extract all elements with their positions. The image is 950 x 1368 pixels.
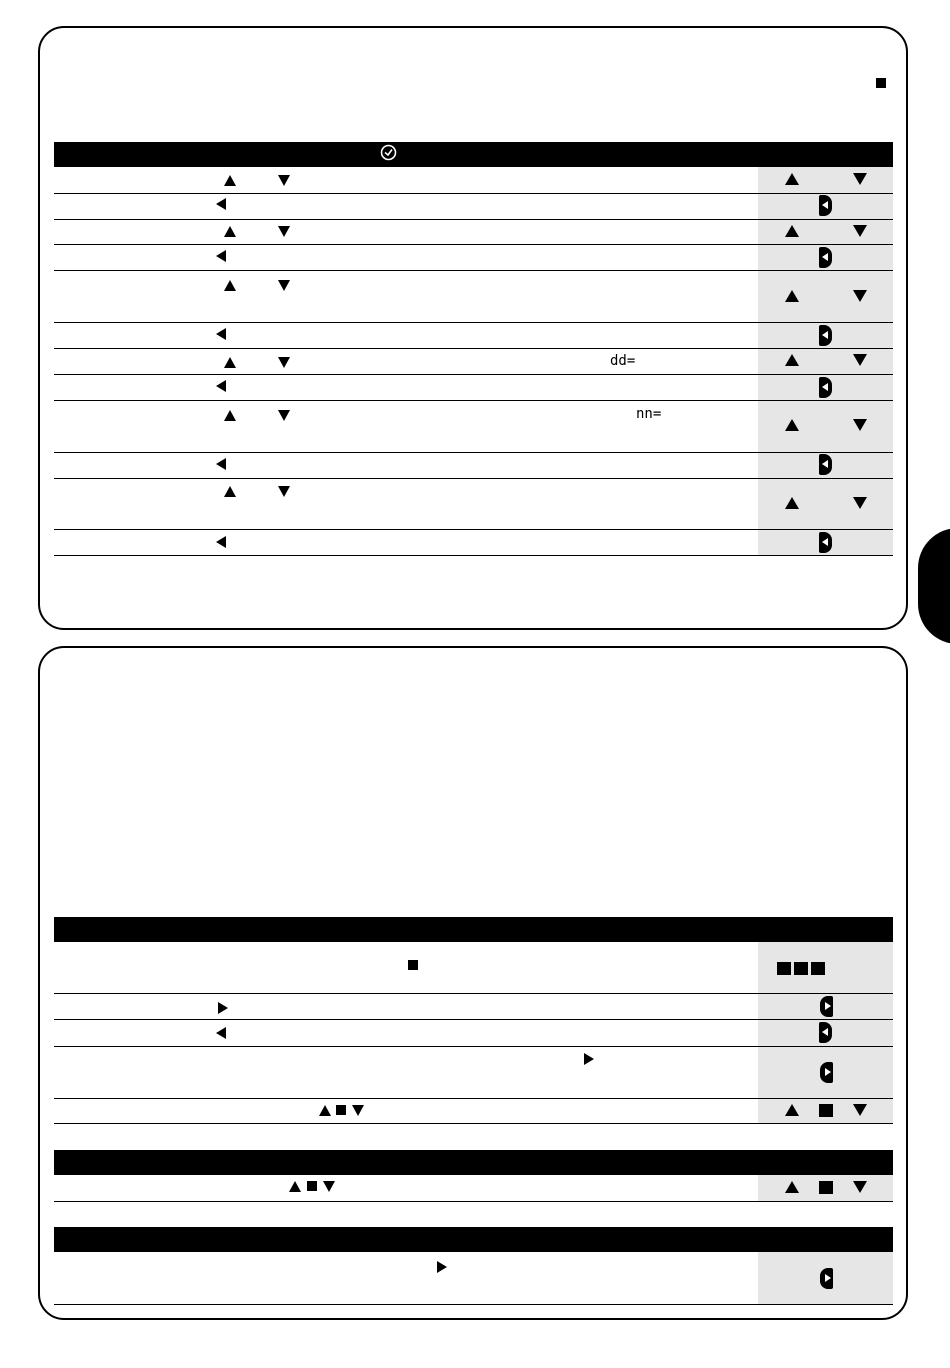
up-key-icon <box>785 497 799 509</box>
table-row <box>54 453 893 479</box>
down-key-icon <box>853 497 867 509</box>
table-row <box>54 1047 893 1099</box>
table-row <box>54 530 893 556</box>
table-row <box>54 375 893 401</box>
table-row <box>54 1175 893 1202</box>
right-key-icon <box>820 996 833 1017</box>
up-key-icon <box>785 1104 799 1116</box>
stop-key-icon <box>811 962 825 975</box>
table-row <box>54 167 893 194</box>
table-row <box>54 1099 893 1124</box>
up-arrow-icon <box>224 280 236 291</box>
table-row <box>54 220 893 245</box>
up-key-icon <box>785 354 799 366</box>
left-key-icon <box>819 454 832 475</box>
up-arrow-icon <box>224 226 236 237</box>
right-arrow-icon <box>218 1002 228 1014</box>
left-key-icon <box>819 377 832 398</box>
section-tab-marker <box>918 528 950 644</box>
down-arrow-icon <box>352 1105 364 1116</box>
table-header-bar <box>54 917 893 942</box>
key-cell <box>758 479 893 529</box>
down-arrow-icon <box>323 1181 335 1192</box>
left-key-icon <box>819 1022 832 1043</box>
stop-key-icon <box>777 962 791 975</box>
down-arrow-icon <box>278 175 290 186</box>
key-cell <box>758 167 893 193</box>
up-key-icon <box>785 419 799 431</box>
up-key-icon <box>785 1181 799 1193</box>
left-arrow-icon <box>216 250 226 262</box>
up-arrow-icon <box>319 1105 331 1116</box>
table-row <box>54 1020 893 1047</box>
up-key-icon <box>785 173 799 185</box>
stop-key-icon <box>794 962 808 975</box>
table-header-bar <box>54 142 893 167</box>
left-key-icon <box>819 195 832 216</box>
stop-key-icon <box>819 1104 833 1117</box>
stop-square-icon <box>876 78 886 88</box>
down-arrow-icon <box>278 280 290 291</box>
stop-key-icon <box>819 1181 833 1194</box>
stop-square-icon <box>336 1105 346 1115</box>
table-row <box>54 401 893 453</box>
left-arrow-icon <box>216 328 226 340</box>
down-arrow-icon <box>278 486 290 497</box>
down-key-icon <box>853 1181 867 1193</box>
down-key-icon <box>853 173 867 185</box>
left-key-icon <box>819 325 832 346</box>
up-arrow-icon <box>224 486 236 497</box>
right-arrow-icon <box>437 1261 447 1273</box>
up-arrow-icon <box>289 1181 301 1192</box>
key-cell <box>758 401 893 452</box>
table-row <box>54 942 893 994</box>
key-cell <box>758 220 893 244</box>
up-key-icon <box>785 290 799 302</box>
right-key-icon <box>820 1268 833 1289</box>
up-key-icon <box>785 225 799 237</box>
left-arrow-icon <box>216 536 226 548</box>
left-arrow-icon <box>216 1027 226 1039</box>
left-arrow-icon <box>216 458 226 470</box>
left-arrow-icon <box>216 198 226 210</box>
table-header-bar <box>54 1150 893 1175</box>
left-arrow-icon <box>216 380 226 392</box>
down-key-icon <box>853 290 867 302</box>
table-row <box>54 349 893 375</box>
up-arrow-icon <box>224 357 236 368</box>
table-row <box>54 1252 893 1305</box>
right-key-icon <box>820 1062 833 1083</box>
stop-square-icon <box>307 1181 317 1191</box>
table-row <box>54 245 893 271</box>
down-key-icon <box>853 354 867 366</box>
table-row <box>54 194 893 220</box>
table-row <box>54 271 893 323</box>
up-arrow-icon <box>224 410 236 421</box>
lcd-display-text: dd= <box>610 353 636 369</box>
key-cell <box>758 349 893 374</box>
left-key-icon <box>819 247 832 268</box>
table-header-bar <box>54 1227 893 1252</box>
down-key-icon <box>853 1104 867 1116</box>
up-arrow-icon <box>224 175 236 186</box>
table-row <box>54 994 893 1020</box>
table-row <box>54 479 893 530</box>
lcd-display-text: nn= <box>636 406 662 422</box>
key-cell <box>758 271 893 322</box>
down-key-icon <box>853 225 867 237</box>
table-row <box>54 323 893 349</box>
down-key-icon <box>853 419 867 431</box>
left-key-icon <box>819 532 832 553</box>
right-arrow-icon <box>584 1053 594 1065</box>
down-arrow-icon <box>278 357 290 368</box>
clock-icon <box>380 144 397 161</box>
stop-square-icon <box>408 960 418 970</box>
down-arrow-icon <box>278 226 290 237</box>
down-arrow-icon <box>278 410 290 421</box>
